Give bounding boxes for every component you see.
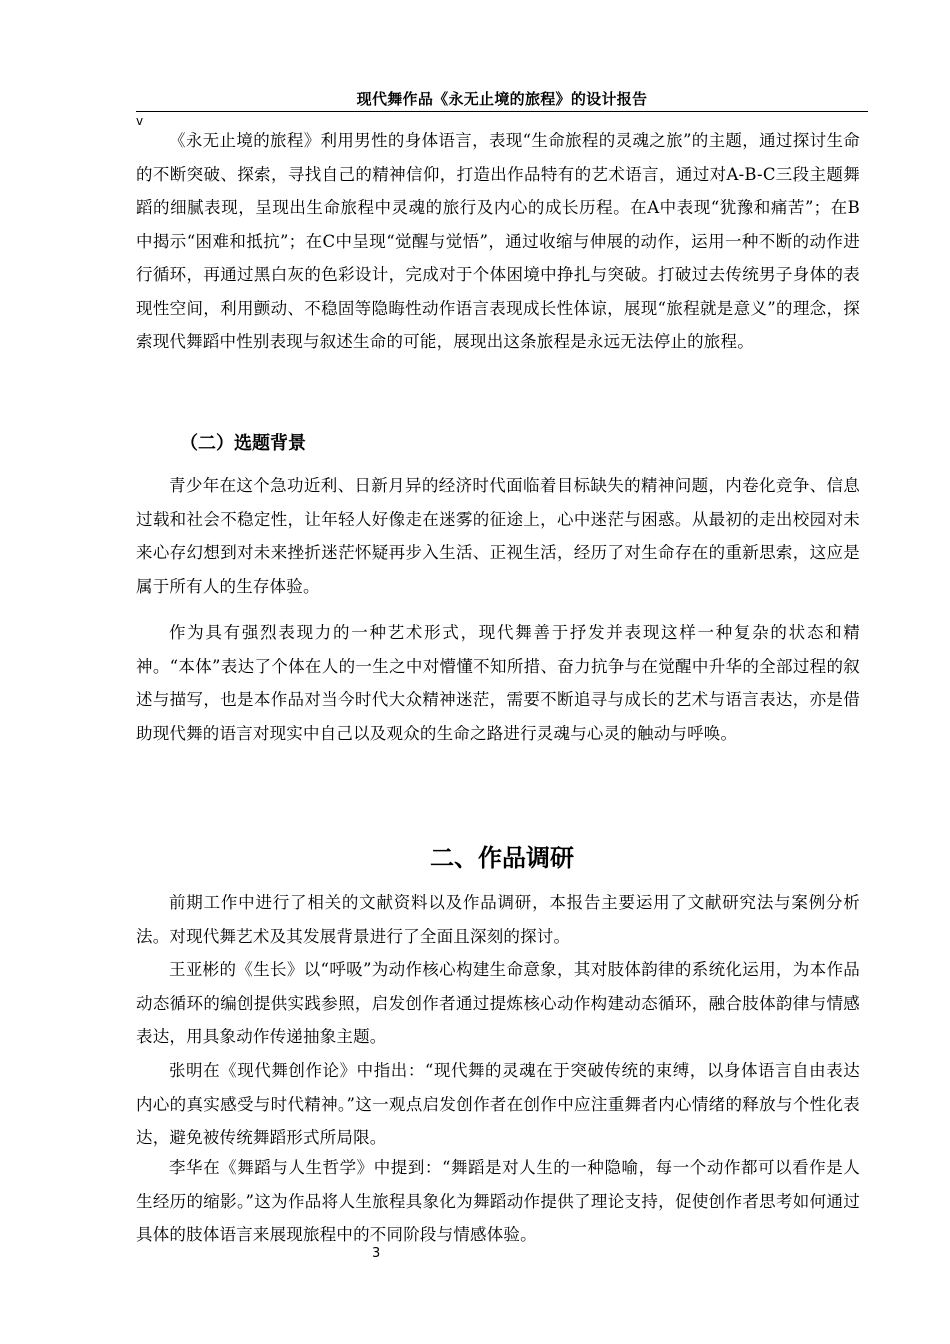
research-paragraph-2: 王亚彬的《生长》以“呼吸”为动作核心构建生命意象，其对肢体韵律的系统化运用，为本作品动态循环的编创提供实践参照，启发创作者通过提炼核心动作构建动态循环，融合肢体韵律与情感表达，用具象动作传递抽象主题。 bbox=[136, 960, 860, 1046]
intro-paragraph: 《永无止境的旅程》利用男性的身体语言，表现“生命旅程的灵魂之旅”的主题，通过探讨生命的不断突破、探索，寻找自己的精神信仰，打造出作品特有的艺术语言，通过对A-B-C三段主题舞蹈的细腻表现，呈现出生命旅程中灵魂的旅行及内心的成长历程。在A中表现“犹豫和痛苦”；在B中揭示“困难和抵抗”；在C中呈现“觉醒与觉悟”，通过收缩与伸展的动作，运用一种不断的动作进行循环，再通过黑白灰的色彩设计，完成对于个体困境中挣扎与突破。打破过去传统男子身体的表现性空间，利用颤动、不稳固等隐晦性动作语言表现成长性体谅，展现“旅程就是意义”的理念，探索现代舞蹈中性别表现与叙述生命的可能，展现出这条旅程是永远无法停止的旅程。 bbox=[136, 131, 860, 351]
research-paragraph-4: 李华在《舞蹈与人生哲学》中提到：“舞蹈是对人生的一种隐喻，每一个动作都可以看作是人生经历的缩影。”这为作品将人生旅程具象化为舞蹈动作提供了理论支持，促使创作者思考如何通过具体的肢体语言来展现旅程中的不同阶段与情感体验。 bbox=[136, 1158, 860, 1244]
running-header-title: 现代舞作品《永无止境的旅程》的设计报告 bbox=[356, 90, 648, 108]
header-rule bbox=[136, 111, 868, 112]
page-number: 3 bbox=[372, 1246, 381, 1261]
research-paragraph-3: 张明在《现代舞创作论》中指出：“现代舞的灵魂在于突破传统的束缚，以身体语言自由表达内心的真实感受与时代精神。”这一观点启发创作者在创作中应注重舞者内心情绪的释放与个性化表达，避免被传统舞蹈形式所局限。 bbox=[136, 1061, 860, 1147]
section-heading-background: （二）选题背景 bbox=[180, 433, 306, 454]
chapter-heading-research: 二、作品调研 bbox=[430, 844, 574, 872]
research-paragraph-1: 前期工作中进行了相关的文献资料以及作品调研，本报告主要运用了文献研究法与案例分析法。对现代舞艺术及其发展背景进行了全面且深刻的探讨。 bbox=[136, 893, 860, 946]
stray-mark: v bbox=[136, 114, 144, 128]
background-paragraph-1: 青少年在这个急功近利、日新月异的经济时代面临着目标缺失的精神问题，内卷化竞争、信息过载和社会不稳定性，让年轻人好像走在迷雾的征途上，心中迷茫与困惑。从最初的走出校园对未来心存幻想到对未来挫折迷茫怀疑再步入生活、正视生活，经历了对生命存在的重新思索，这应是属于所有人的生存体验。 bbox=[136, 476, 860, 596]
background-paragraph-2: 作为具有强烈表现力的一种艺术形式，现代舞善于抒发并表现这样一种复杂的状态和精神。“本体”表达了个体在人的一生之中对懵懂不知所措、奋力抗争与在觉醒中升华的全部过程的叙述与描写，也是本作品对当今时代大众精神迷茫，需要不断追寻与成长的艺术与语言表达，亦是借助现代舞的语言对现实中自己以及观众的生命之路进行灵魂与心灵的触动与呼唤。 bbox=[136, 623, 860, 743]
